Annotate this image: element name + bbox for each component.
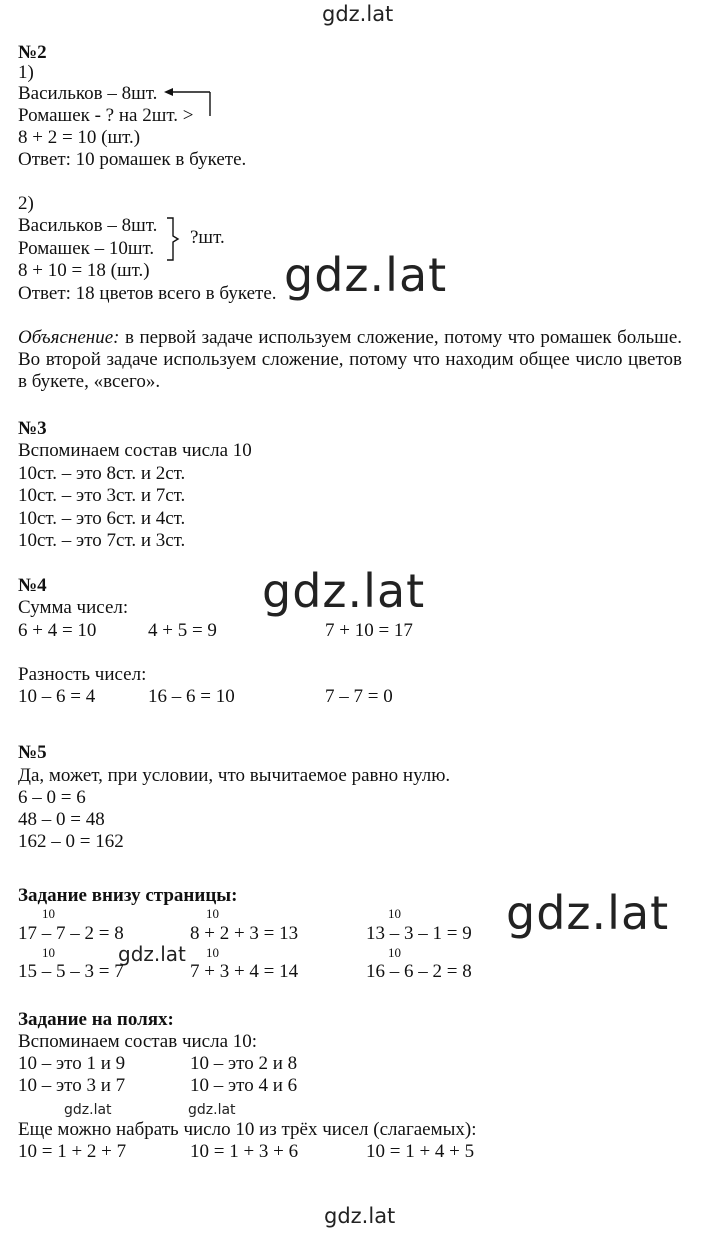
calculation: 8 + 10 = 18 (шт.)	[18, 260, 150, 281]
equation: 13 – 3 – 1 = 9	[366, 923, 472, 944]
equation: 16 – 6 = 10	[148, 686, 235, 707]
watermark: gdz.lat	[262, 564, 426, 618]
equation: 6 – 0 = 6	[18, 787, 86, 808]
equation: 162 – 0 = 162	[18, 831, 124, 852]
superscript-ten: 10	[206, 906, 219, 921]
section-heading: Задание внизу страницы:	[18, 885, 238, 906]
section-heading: Задание на полях:	[18, 1009, 174, 1030]
answer: Ответ: 10 ромашек в букете.	[18, 149, 247, 170]
superscript-ten: 10	[42, 906, 55, 921]
watermark: gdz.lat	[188, 1102, 236, 1118]
intro-text: Вспоминаем состав числа 10	[18, 440, 252, 461]
brace-label: ?шт.	[190, 227, 225, 248]
condition-line: Ромашек - ? на 2шт. >	[18, 105, 194, 126]
list-item: 10 – это 4 и 6	[190, 1075, 298, 1096]
equation: 10 – 6 = 4	[18, 686, 96, 707]
explanation	[18, 327, 682, 393]
calculation: 8 + 2 = 10 (шт.)	[18, 127, 141, 148]
superscript-ten: 10	[206, 945, 219, 960]
list-item: 10 – это 1 и 9	[18, 1053, 126, 1074]
equation: 48 – 0 = 48	[18, 809, 105, 830]
watermark: gdz.lat	[322, 2, 394, 26]
section-label: Разность чисел:	[18, 664, 147, 685]
brace	[164, 216, 184, 262]
equation: 10 = 1 + 4 + 5	[366, 1141, 475, 1162]
task-heading: №4	[18, 575, 47, 596]
explanation-text: в первой задаче используем сложение, потому что ромашек больше. Во второй задаче используем сложение, потому что находим общее число цветов в букете, «всего».	[18, 327, 682, 392]
condition-line: Васильков – 8шт.	[18, 83, 158, 104]
answer: Ответ: 18 цветов всего в букете.	[18, 283, 277, 304]
section-label: Сумма чисел:	[18, 597, 129, 618]
equation: 4 + 5 = 9	[148, 620, 217, 641]
list-item: 10 – это 2 и 8	[190, 1053, 298, 1074]
answer-text: Да, может, при условии, что вычитаемое равно нулю.	[18, 765, 451, 786]
equation: 7 + 10 = 17	[325, 620, 413, 641]
watermark: gdz.lat	[324, 1204, 396, 1228]
superscript-ten: 10	[388, 945, 401, 960]
task-heading: №5	[18, 742, 47, 763]
intro-text: Вспоминаем состав числа 10:	[18, 1031, 258, 1052]
superscript-ten: 10	[42, 945, 55, 960]
equation: 10 = 1 + 3 + 6	[190, 1141, 299, 1162]
equation: 8 + 2 + 3 = 13	[190, 923, 299, 944]
list-item: 10ст. – это 3ст. и 7ст.	[18, 485, 186, 506]
comparison-arrow	[162, 82, 222, 120]
watermark: gdz.lat	[506, 886, 670, 940]
equation: 7 + 3 + 4 = 14	[190, 961, 299, 982]
equation: 15 – 5 – 3 = 7	[18, 961, 124, 982]
intro-text: Еще можно набрать число 10 из трёх чисел (слагаемых):	[18, 1119, 477, 1140]
equation: 6 + 4 = 10	[18, 620, 97, 641]
list-item: 10 – это 3 и 7	[18, 1075, 126, 1096]
watermark: gdz.lat	[284, 248, 448, 302]
equation: 16 – 6 – 2 = 8	[366, 961, 472, 982]
superscript-ten: 10	[388, 906, 401, 921]
list-item: 10ст. – это 7ст. и 3ст.	[18, 530, 186, 551]
list-item: 10ст. – это 8ст. и 2ст.	[18, 463, 186, 484]
equation: 7 – 7 = 0	[325, 686, 393, 707]
explanation-lead: Объяснение:	[18, 327, 120, 348]
watermark: gdz.lat	[64, 1102, 112, 1118]
list-item: 10ст. – это 6ст. и 4ст.	[18, 508, 186, 529]
part-label: 2)	[18, 193, 34, 214]
condition-line: Ромашек – 10шт.	[18, 238, 155, 259]
task-heading: №3	[18, 418, 47, 439]
condition-line: Васильков – 8шт.	[18, 215, 158, 236]
task-heading: №2	[18, 42, 47, 63]
part-label: 1)	[18, 62, 34, 83]
watermark: gdz.lat	[118, 942, 186, 966]
equation: 17 – 7 – 2 = 8	[18, 923, 124, 944]
equation: 10 = 1 + 2 + 7	[18, 1141, 127, 1162]
